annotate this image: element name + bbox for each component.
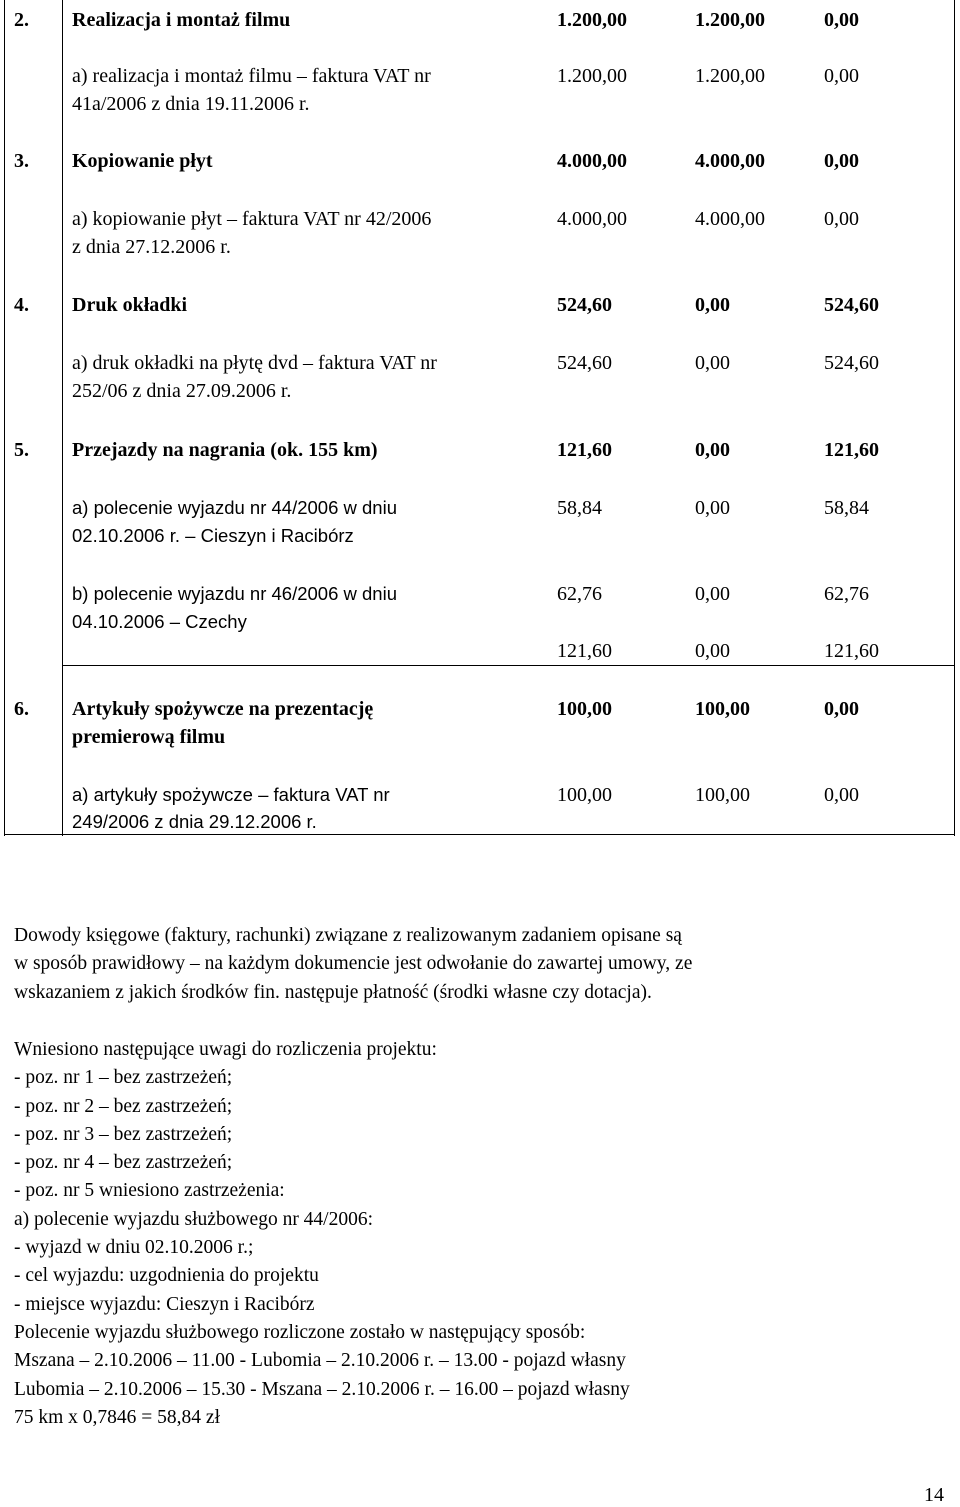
sub-item-line: a) realizacja i montaż filmu – faktura VAT nr <box>72 65 431 87</box>
paragraph-line: Polecenie wyjazdu służbowego rozliczone zostało w następujący sposób: <box>14 1321 586 1343</box>
remarks-paragraph <box>14 1036 630 1432</box>
sub-item-line: 04.10.2006 – Czechy <box>72 611 247 632</box>
value-col3: 0,00 <box>824 698 859 720</box>
paragraph-line: - poz. nr 4 – bez zastrzeżeń; <box>14 1152 233 1174</box>
row-title: Kopiowanie płyt <box>72 150 213 172</box>
row-title: Druk okładki <box>72 294 188 316</box>
value-col3: 524,60 <box>824 294 879 316</box>
row-number: 5. <box>14 439 29 461</box>
row-title: Przejazdy na nagrania (ok. 155 km) <box>72 439 378 461</box>
sub-item-line: a) kopiowanie płyt – faktura VAT nr 42/2006 <box>72 208 432 230</box>
sub-item-line: 41a/2006 z dnia 19.11.2006 r. <box>72 93 310 115</box>
value-col1: 1.200,00 <box>557 9 627 31</box>
value-col3: 0,00 <box>824 65 859 87</box>
row-number: 2. <box>14 9 29 31</box>
row-number: 3. <box>14 150 29 172</box>
table-column-divider <box>62 0 63 836</box>
paragraph-line: wskazaniem z jakich środków fin. następuje płatność (środki własne czy dotacja). <box>14 981 652 1003</box>
sub-item-line: 249/2006 z dnia 29.12.2006 r. <box>72 811 317 832</box>
value-col1: 524,60 <box>557 352 612 374</box>
value-col3: 58,84 <box>824 497 869 519</box>
table-sum-line <box>62 665 955 666</box>
value-col3: 0,00 <box>824 150 859 172</box>
page-number: 14 <box>924 1484 944 1506</box>
paragraph-line: Lubomia – 2.10.2006 – 15.30 - Mszana – 2.10.2006 r. – 16.00 – pojazd własny <box>14 1378 630 1400</box>
paragraph-line: Wniesiono następujące uwagi do rozliczenia projektu: <box>14 1039 437 1060</box>
paragraph-line: - wyjazd w dniu 02.10.2006 r.; <box>14 1237 254 1259</box>
paragraph-line: Dowody księgowe (faktury, rachunki) związane z realizowanym zadaniem opisane są <box>14 925 682 946</box>
value-col3: 0,00 <box>824 784 859 806</box>
paragraph-line: w sposób prawidłowy – na każdym dokumencie jest odwołanie do zawartej umowy, ze <box>14 953 693 975</box>
value-col2: 1.200,00 <box>695 9 765 31</box>
value-col3: 62,76 <box>824 583 869 605</box>
value-col3: 0,00 <box>824 208 859 230</box>
value-col1: 100,00 <box>557 698 612 720</box>
paragraph-line: - poz. nr 3 – bez zastrzeżeń; <box>14 1123 233 1145</box>
sum-col1: 121,60 <box>557 640 612 662</box>
value-col2: 0,00 <box>695 352 730 374</box>
value-col2: 0,00 <box>695 583 730 605</box>
row-number: 6. <box>14 698 29 720</box>
value-col2: 0,00 <box>695 497 730 519</box>
value-col3: 0,00 <box>824 9 859 31</box>
row-title-line: Artykuły spożywcze na prezentację <box>72 698 374 720</box>
value-col1: 62,76 <box>557 583 602 605</box>
value-col3: 524,60 <box>824 352 879 374</box>
paragraph-line: 75 km x 0,7846 = 58,84 zł <box>14 1406 220 1428</box>
paragraph-line: - miejsce wyjazdu: Cieszyn i Racibórz <box>14 1293 315 1315</box>
value-col2: 100,00 <box>695 784 750 806</box>
sub-item-line: a) polecenie wyjazdu nr 44/2006 w dniu <box>72 497 397 518</box>
table-border-right <box>954 0 955 836</box>
sub-item-line: a) druk okładki na płytę dvd – faktura VAT nr <box>72 352 437 374</box>
table-border-left <box>4 0 5 836</box>
paragraph-line: - poz. nr 5 wniesiono zastrzeżenia: <box>14 1180 285 1202</box>
row-number: 4. <box>14 294 29 316</box>
accounting-documents-paragraph <box>14 922 692 1007</box>
paragraph-line: - poz. nr 2 – bez zastrzeżeń; <box>14 1095 233 1117</box>
value-col2: 4.000,00 <box>695 150 765 172</box>
value-col2: 100,00 <box>695 698 750 720</box>
sub-item-line: 02.10.2006 r. – Cieszyn i Racibórz <box>72 525 354 546</box>
value-col2: 1.200,00 <box>695 65 765 87</box>
paragraph-line: - poz. nr 1 – bez zastrzeżeń; <box>14 1067 233 1089</box>
value-col1: 4.000,00 <box>557 150 627 172</box>
sum-col3: 121,60 <box>824 640 879 662</box>
paragraph-line: - cel wyjazdu: uzgodnienia do projektu <box>14 1265 319 1287</box>
value-col2: 4.000,00 <box>695 208 765 230</box>
value-col1: 58,84 <box>557 497 602 519</box>
sub-item-line: b) polecenie wyjazdu nr 46/2006 w dniu <box>72 583 397 604</box>
value-col3: 121,60 <box>824 439 879 461</box>
paragraph-line: Mszana – 2.10.2006 – 11.00 - Lubomia – 2.10.2006 r. – 13.00 - pojazd własny <box>14 1350 626 1372</box>
sub-item-line: z dnia 27.12.2006 r. <box>72 236 231 258</box>
paragraph-line: a) polecenie wyjazdu służbowego nr 44/2006: <box>14 1208 374 1230</box>
value-col1: 4.000,00 <box>557 208 627 230</box>
value-col1: 100,00 <box>557 784 612 806</box>
value-col1: 1.200,00 <box>557 65 627 87</box>
row-title: Realizacja i montaż filmu <box>72 9 291 31</box>
value-col2: 0,00 <box>695 294 730 316</box>
sum-col2: 0,00 <box>695 640 730 662</box>
row-title-line: premierową filmu <box>72 726 226 748</box>
sub-item-line: a) artykuły spożywcze – faktura VAT nr <box>72 784 390 805</box>
value-col1: 121,60 <box>557 439 612 461</box>
value-col2: 0,00 <box>695 439 730 461</box>
value-col1: 524,60 <box>557 294 612 316</box>
sub-item-line: 252/06 z dnia 27.09.2006 r. <box>72 380 292 402</box>
